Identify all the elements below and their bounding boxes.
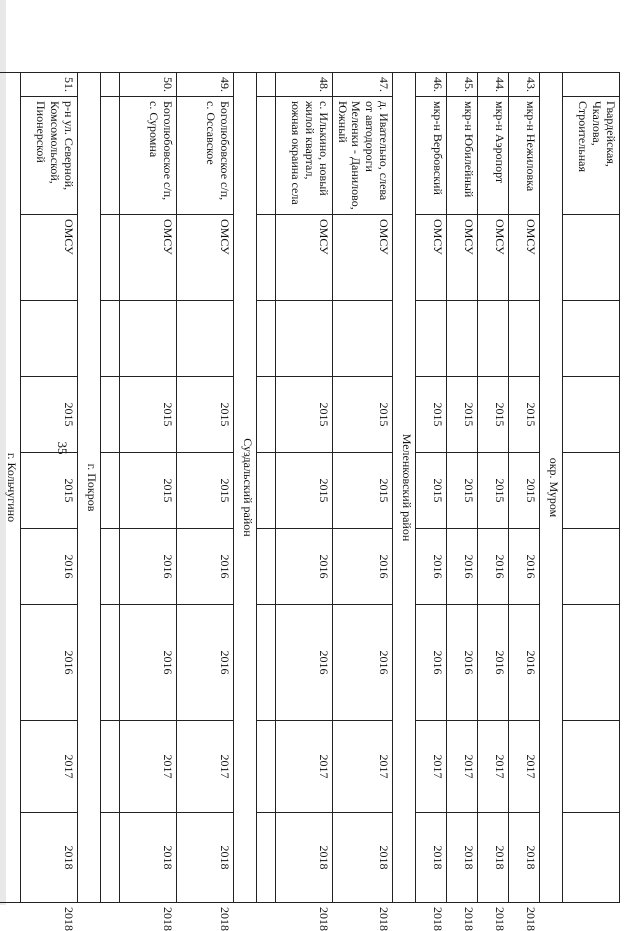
section-row xyxy=(233,73,256,903)
year-cell: 2018 xyxy=(416,813,447,903)
row-number: 43. xyxy=(509,73,540,97)
table-row: 46. мкр-н Вербовский ОМСУ 2015 2015 2016 2016 2017 2018 2018 xyxy=(416,73,447,903)
row-number: 48. xyxy=(275,73,332,97)
empty-cell xyxy=(416,301,447,377)
location-name: мкр-н Вербовский xyxy=(416,97,447,215)
row-number: 45. xyxy=(447,73,478,97)
location-name: мкр-н Аэропорт xyxy=(478,97,509,215)
responsible-body: ОМСУ xyxy=(332,215,392,301)
year-cell: 2017 xyxy=(478,721,509,813)
table-row: 50. Боголюбовское с/п, с. Суромна ОМСУ 2015 2015 2016 2016 2017 2018 2018 xyxy=(119,73,176,903)
responsible-body: ОМСУ xyxy=(447,215,478,301)
empty-cell xyxy=(176,301,233,377)
empty-cell xyxy=(563,301,620,377)
schedule-table xyxy=(0,72,620,931)
section-title: окр. Муром xyxy=(540,73,563,903)
year-cell: 2015 xyxy=(447,377,478,453)
year-cell: 2016 xyxy=(478,605,509,721)
year-cell: 2016 xyxy=(20,529,77,605)
year-cell: 2015 xyxy=(119,377,176,453)
year-cell: 2015 xyxy=(332,377,392,453)
year-cell: 2017 xyxy=(119,721,176,813)
responsible-body: ОМСУ xyxy=(275,215,332,301)
year-cell: 2017 xyxy=(20,721,77,813)
year-cell: 2017 xyxy=(275,721,332,813)
year-cell: 2016 xyxy=(332,605,392,721)
year-cell: 2015 xyxy=(20,377,77,453)
empty-cell xyxy=(256,73,275,97)
year-cell: 2016 xyxy=(275,605,332,721)
empty-cell xyxy=(563,215,620,301)
year-cell: 2016 xyxy=(119,529,176,605)
year-cell: 2018 xyxy=(447,813,478,903)
empty-cell xyxy=(332,301,392,377)
year-cell: 2015 xyxy=(447,453,478,529)
year-cell: 2016 xyxy=(275,529,332,605)
empty-cell xyxy=(100,73,119,97)
year-cell: 2017 xyxy=(447,721,478,813)
year-cell: 2016 xyxy=(478,529,509,605)
location-name: д. Ивательно, слева от автодороги Меленки - Данилово, Южный xyxy=(332,97,392,215)
location-name: Боголюбовское с/п, с. Оссавское xyxy=(176,97,233,215)
empty-cell xyxy=(478,301,509,377)
table-row: 45. мкр-н Юбилейный ОМСУ 2015 2015 2016 2016 2017 2018 2018 xyxy=(447,73,478,903)
empty-cell xyxy=(100,215,119,301)
empty-cell xyxy=(563,529,620,605)
year-cell: 2018 xyxy=(275,813,332,903)
row-number: 49. xyxy=(176,73,233,97)
section-title: Суздальский район xyxy=(233,73,256,903)
year-cell: 2015 xyxy=(332,453,392,529)
empty-cell xyxy=(275,301,332,377)
year-cell: 2015 xyxy=(478,453,509,529)
empty-cell xyxy=(256,97,275,215)
empty-cell xyxy=(256,813,275,903)
empty-cell xyxy=(563,377,620,453)
empty-cell xyxy=(100,97,119,215)
spacer-row xyxy=(100,73,119,903)
year-cell: 2018 xyxy=(509,813,540,903)
table-row xyxy=(563,73,620,903)
year-cell: 2017 xyxy=(509,721,540,813)
year-cell: 2016 xyxy=(119,605,176,721)
row-number-cell xyxy=(563,73,620,97)
year-cell: 2018 xyxy=(119,813,176,903)
location-name: Боголюбовское с/п, с. Суромна xyxy=(119,97,176,215)
section-row xyxy=(540,73,563,903)
year-cell: 2016 xyxy=(509,605,540,721)
section-title: г. Кольчугино xyxy=(0,73,20,903)
responsible-body: ОМСУ xyxy=(509,215,540,301)
empty-cell xyxy=(256,377,275,453)
section-row xyxy=(77,73,100,903)
empty-cell xyxy=(100,453,119,529)
table-body xyxy=(0,73,620,931)
empty-cell xyxy=(100,301,119,377)
table-row: 43. мкр-н Нежиловка ОМСУ 2015 2015 2016 2016 2017 2018 2018 xyxy=(509,73,540,903)
year-cell: 2015 xyxy=(416,453,447,529)
empty-cell xyxy=(563,813,620,903)
section-title: Меленковский район xyxy=(393,73,416,903)
year-cell: 2017 xyxy=(332,721,392,813)
empty-cell xyxy=(100,377,119,453)
year-cell: 2015 xyxy=(416,377,447,453)
row-number: 51. xyxy=(20,73,77,97)
empty-cell xyxy=(256,453,275,529)
year-cell: 2016 xyxy=(176,605,233,721)
year-cell: 2016 xyxy=(20,605,77,721)
empty-cell xyxy=(256,529,275,605)
section-row xyxy=(0,73,20,903)
year-cell: 2018 xyxy=(20,813,77,903)
year-cell: 2016 xyxy=(509,529,540,605)
responsible-body: ОМСУ xyxy=(20,215,77,301)
year-cell: 2015 xyxy=(509,377,540,453)
year-cell: 2015 xyxy=(119,453,176,529)
table-row: 44. мкр-н Аэропорт ОМСУ 2015 2015 2016 2016 2017 2018 2018 xyxy=(478,73,509,903)
empty-cell xyxy=(119,301,176,377)
spacer-row xyxy=(256,73,275,903)
year-cell: 2015 xyxy=(478,377,509,453)
row-number: 50. xyxy=(119,73,176,97)
page-number: 35 xyxy=(55,441,70,455)
year-cell: 2018 xyxy=(176,813,233,903)
year-cell: 2016 xyxy=(416,529,447,605)
responsible-body: ОМСУ xyxy=(478,215,509,301)
year-cell: 2015 xyxy=(509,453,540,529)
year-cell: 2017 xyxy=(416,721,447,813)
year-cell: 2015 xyxy=(176,453,233,529)
empty-cell xyxy=(563,721,620,813)
section-row xyxy=(393,73,416,903)
year-cell: 2016 xyxy=(447,605,478,721)
location-name: с. Илькино, новый жилой квартал, южная окраина села xyxy=(275,97,332,215)
responsible-body: ОМСУ xyxy=(119,215,176,301)
table-row: 48. с. Илькино, новый жилой квартал, южная окраина села ОМСУ 2015 2015 2016 2016 2017 2018 2018 xyxy=(275,73,332,903)
year-cell: 2015 xyxy=(176,377,233,453)
empty-cell xyxy=(20,301,77,377)
table-row: 47. д. Ивательно, слева от автодороги Меленки - Данилово, Южный ОМСУ 2015 2015 2016 2016 2017 2018 2018 xyxy=(332,73,392,903)
year-cell: 2018 xyxy=(332,813,392,903)
year-cell: 2015 xyxy=(275,377,332,453)
responsible-body: ОМСУ xyxy=(416,215,447,301)
empty-cell xyxy=(100,813,119,903)
year-cell: 2016 xyxy=(447,529,478,605)
row-number: 46. xyxy=(416,73,447,97)
table-row: 51. р-н ул. Северной, Комсомольской, Пионерской ОМСУ 2015 2015 2016 2016 2017 2018 2018 xyxy=(20,73,77,903)
table-row: 49. Боголюбовское с/п, с. Оссавское ОМСУ 2015 2015 2016 2016 2017 2018 2018 xyxy=(176,73,233,903)
responsible-body: ОМСУ xyxy=(176,215,233,301)
year-cell: 2017 xyxy=(176,721,233,813)
empty-cell xyxy=(563,453,620,529)
year-cell: 2015 xyxy=(275,453,332,529)
section-title: г. Покров xyxy=(77,73,100,903)
year-cell: 2018 xyxy=(478,813,509,903)
empty-cell xyxy=(563,605,620,721)
empty-cell xyxy=(447,301,478,377)
empty-cell xyxy=(256,301,275,377)
empty-cell xyxy=(100,605,119,721)
empty-cell xyxy=(256,721,275,813)
location-name: р-н ул. Северной, Комсомольской, Пионерской xyxy=(20,97,77,215)
location-name: мкр-н Юбилейный xyxy=(447,97,478,215)
empty-cell xyxy=(256,215,275,301)
location-name: мкр-н Нежиловка xyxy=(509,97,540,215)
empty-cell xyxy=(100,721,119,813)
year-cell: 2016 xyxy=(176,529,233,605)
empty-cell xyxy=(256,605,275,721)
row-number: 44. xyxy=(478,73,509,97)
row-number: 47. xyxy=(332,73,392,97)
location-cell: Гвардейская, Чкалова, Строительная xyxy=(563,97,620,215)
empty-cell xyxy=(100,529,119,605)
year-cell: 2016 xyxy=(416,605,447,721)
year-cell: 2016 xyxy=(332,529,392,605)
empty-cell xyxy=(509,301,540,377)
year-cell: 2015 xyxy=(20,453,77,529)
